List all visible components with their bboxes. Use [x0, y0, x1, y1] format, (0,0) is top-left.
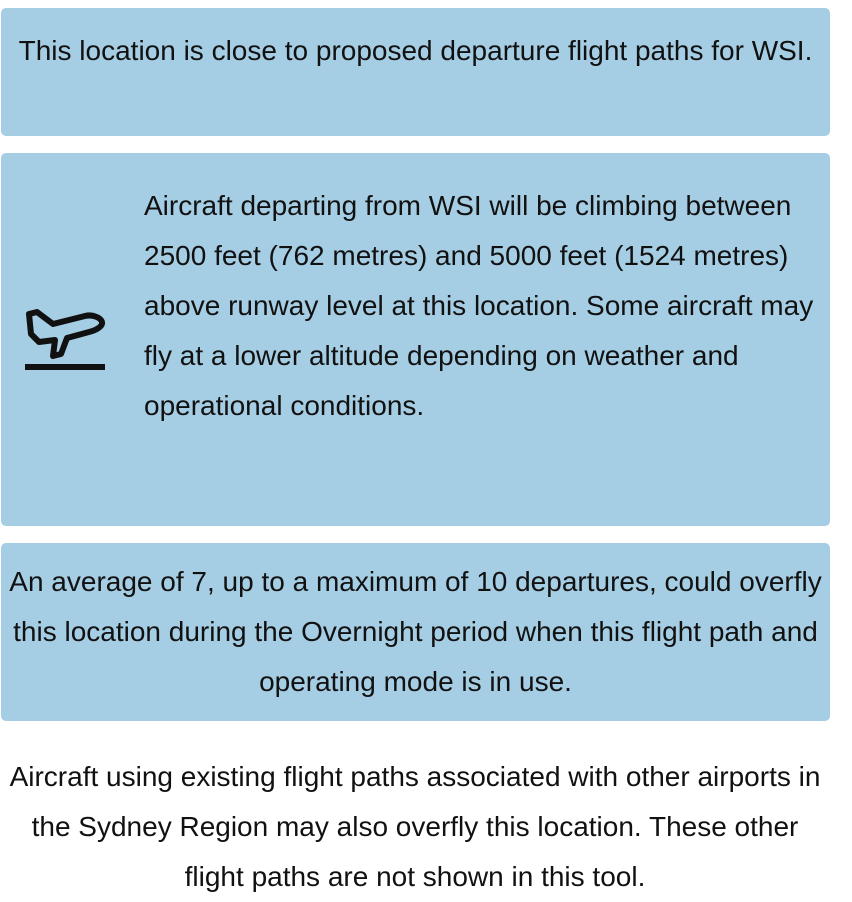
- altitude-info-text: Aircraft departing from WSI will be climbing between 2500 feet (762 metres) and 5000 feet (1524 metres) above runway level at this location. Some aircraft may fly at a lower altitude depending on weather and operational conditions.: [144, 190, 814, 421]
- altitude-info-card: [1, 153, 830, 526]
- departures-info-card: [1, 543, 830, 721]
- plane-departure-icon: [23, 308, 107, 374]
- proximity-notice-card: [1, 8, 830, 136]
- proximity-notice-text: This location is close to proposed departure flight paths for WSI.: [18, 35, 813, 66]
- departures-info-text: An average of 7, up to a maximum of 10 departures, could overfly this location during the Overnight period when this flight path and operating mode is in use.: [9, 566, 822, 697]
- other-flight-paths-footnote: Aircraft using existing flight paths associated with other airports in the Sydney Region may also overfly this location. These other flight paths are not shown in this tool.: [9, 761, 821, 892]
